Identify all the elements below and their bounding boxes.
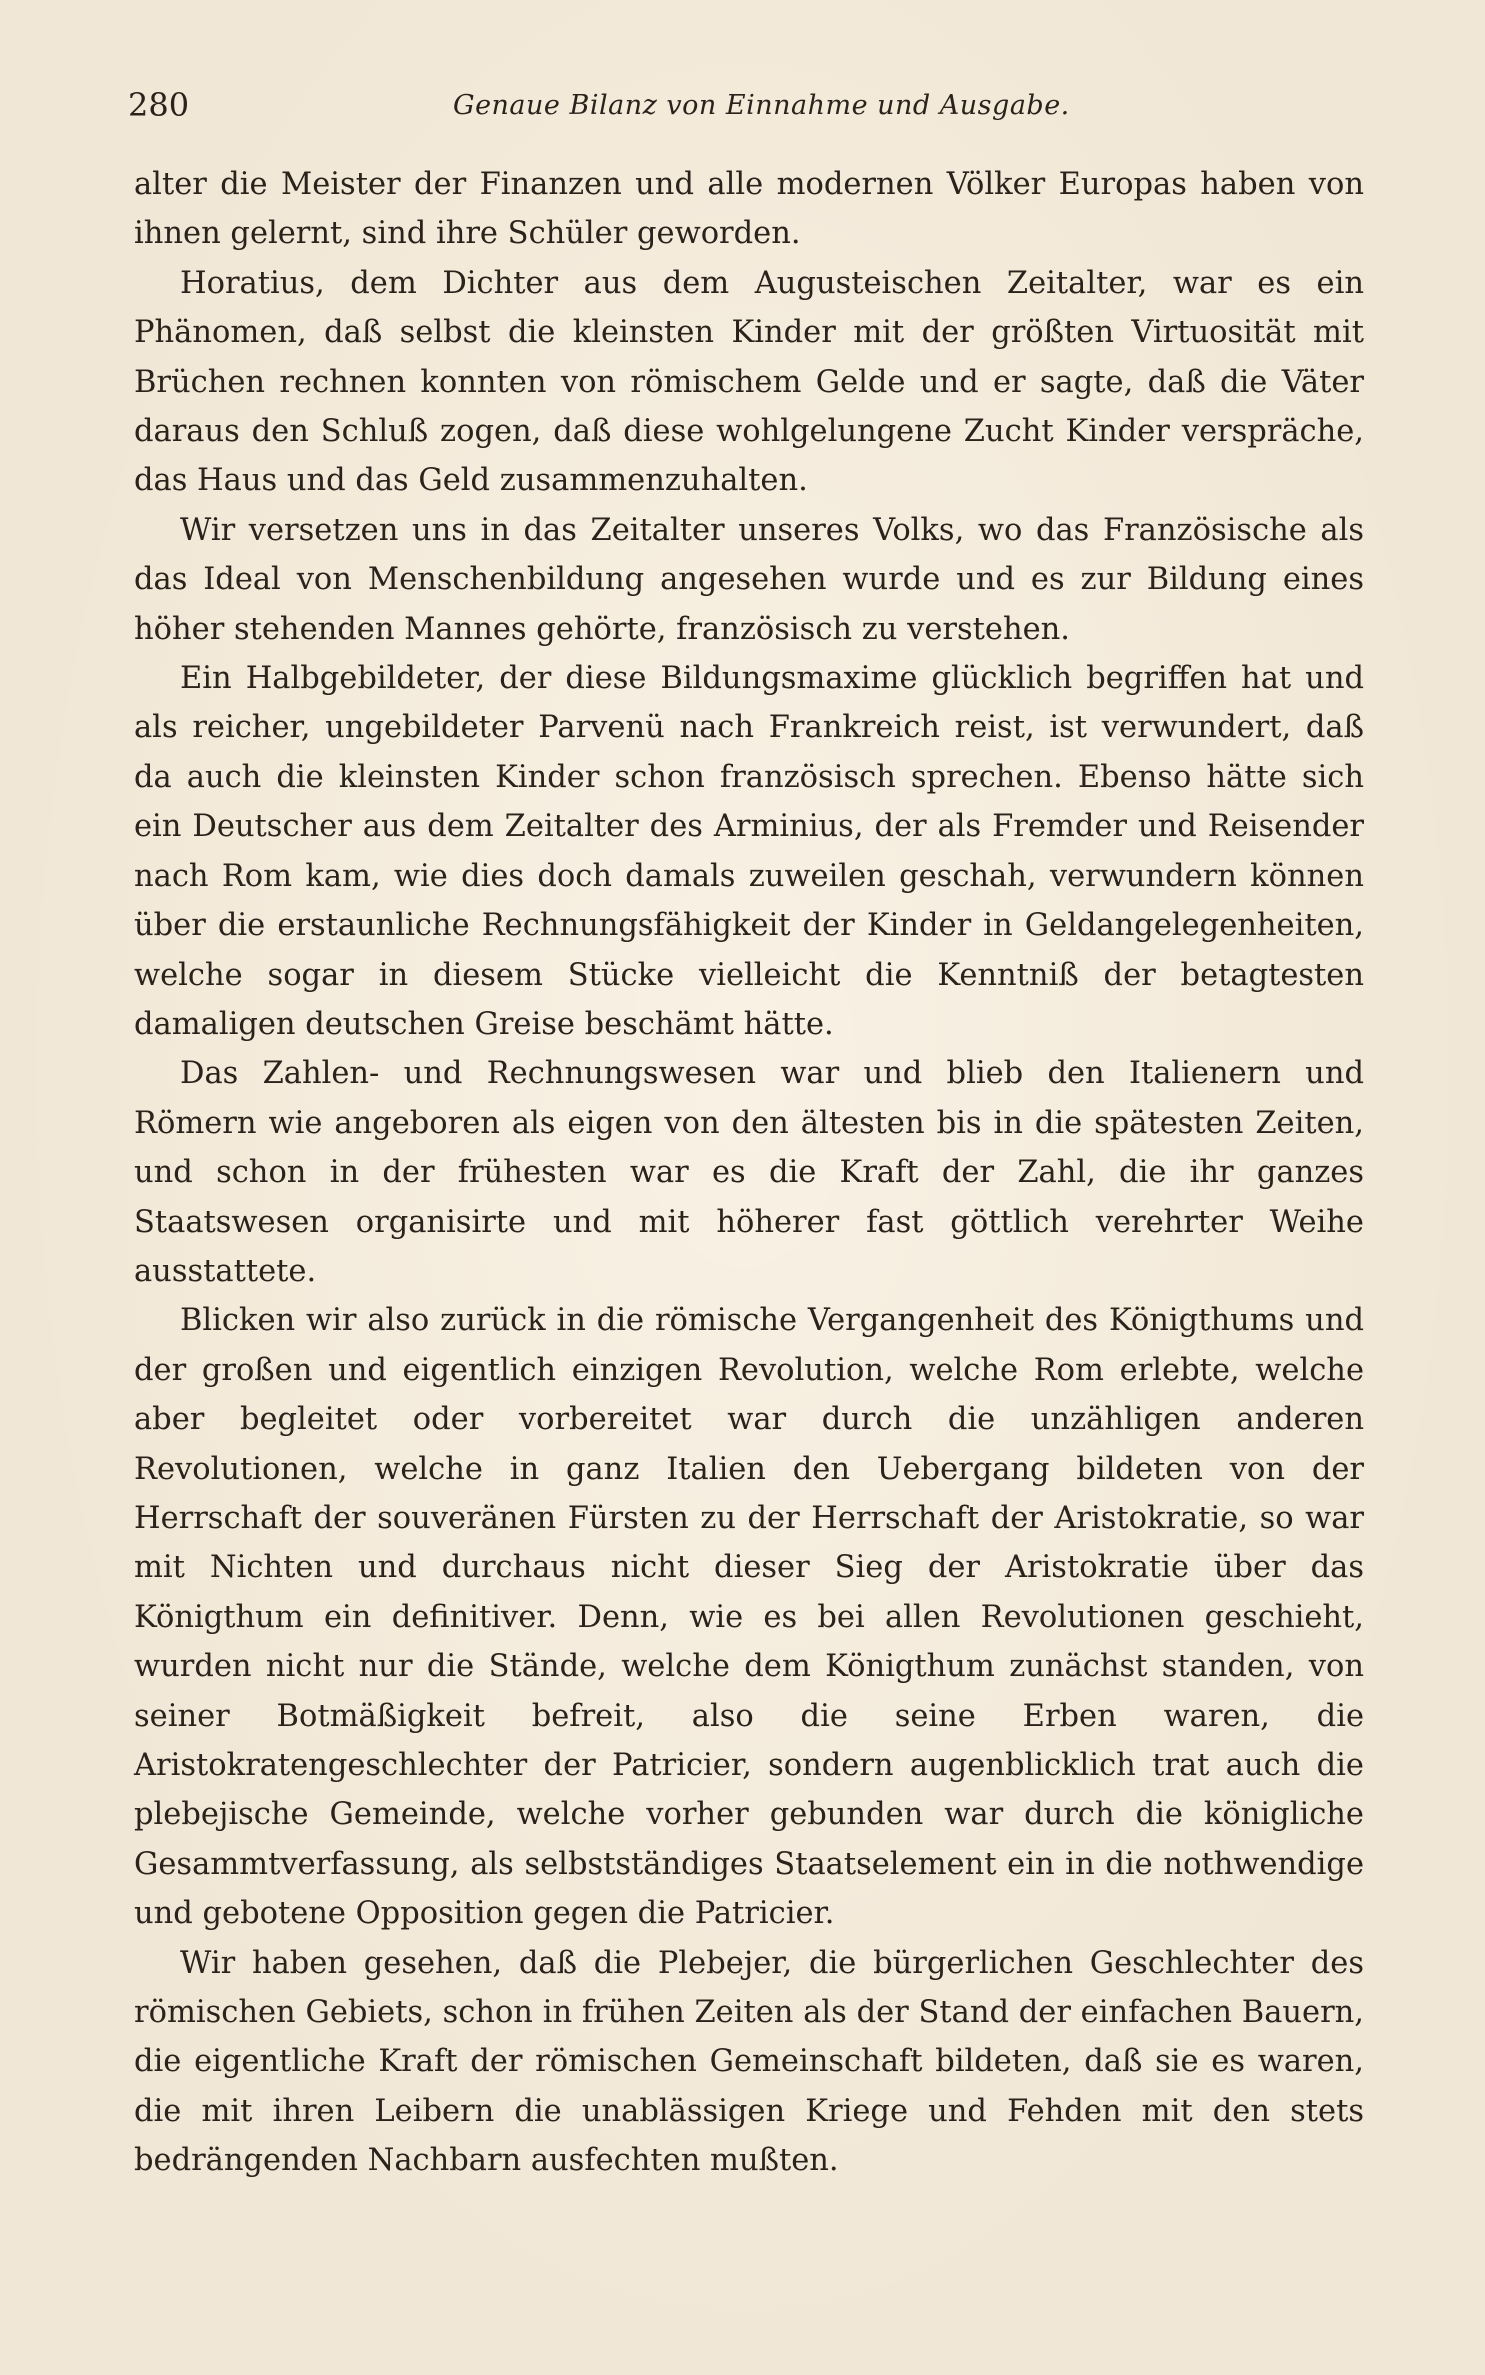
running-head: Genaue Bilanz von Einnahme und Ausgabe.	[453, 90, 1070, 121]
paragraph-rechnungswesen: Das Zahlen- und Rechnungswesen war und blieb den Italienern und Römern wie angeboren als eigen von den ältesten bis in die spätesten Zeiten, und schon in der frühesten war es die Kraft der Zahl, die ihr ganzes Staatswesen organisirte und mit höherer fast göttlich verehrter Weihe ausstattete.	[134, 1056, 1364, 1289]
paragraph-zeitalter: Wir versetzen uns in das Zeitalter unseres Volks, wo das Französische als das Ideal von Menschenbildung angesehen wurde und es zur Bildung eines höher stehenden Mannes gehörte, französisch zu verstehen.	[134, 512, 1364, 647]
paragraph-koenigthum: Blicken wir also zurück in die römische Vergangenheit des Königthums und der großen und eigentlich einzigen Revolution, welche Rom erlebte, welche aber begleitet oder vorbereitet war durch die unzähligen anderen Revolutionen, welche in ganz Italien den Uebergang bildeten von der Herrschaft der souveränen Fürsten zu der Herrschaft der Aristokratie, so war mit Nichten und durchaus nicht dieser Sieg der Aristokratie über das Königthum ein definitiver. Denn, wie es bei allen Revolutionen geschieht, wurden nicht nur die Stände, welche dem Königthum zunächst standen, von seiner Botmäßigkeit befreit, also die seine Erben waren, die Aristokratengeschlechter der Patricier, sondern augenblicklich trat auch die plebejische Gemeinde, welche vorher gebunden war durch die königliche Gesammtverfassung, als selbstständiges Staatselement ein in die nothwendige und gebotene Opposition gegen die Patricier.	[134, 1303, 1364, 1932]
paragraph-horatius: Horatius, dem Dichter aus dem Augusteischen Zeitalter, war es ein Phänomen, daß selbst die kleinsten Kinder mit der größten Virtuosität mit Brüchen rechnen konnten von römischem Gelde und er sagte, daß die Väter daraus den Schluß zogen, daß diese wohlgelungene Zucht Kinder verspräche, das Haus und das Geld zusammenzuhalten.	[134, 265, 1364, 499]
paragraph-plebejer: Wir haben gesehen, daß die Plebejer, die bürgerlichen Geschlechter des römischen Gebiets, schon in frühen Zeiten als der Stand der einfachen Bauern, die eigentliche Kraft der römischen Gemeinschaft bildeten, daß sie es waren, die mit ihren Leibern die unablässigen Kriege und Fehden mit den stets bedrängenden Nachbarn ausfechten mußten.	[134, 1945, 1364, 2179]
body-text	[134, 160, 1364, 2186]
paragraph-continuation: alter die Meister der Finanzen und alle modernen Völker Europas haben von ihnen gelernt, sind ihre Schüler geworden.	[134, 167, 1364, 252]
page-header	[128, 80, 1348, 130]
page-number: 280	[128, 86, 190, 124]
paragraph-halbgebildeter: Ein Halbgebildeter, der diese Bildungsmaxime glücklich begriffen hat und als reicher, ungebildeter Parvenü nach Frankreich reist, ist verwundert, daß da auch die kleinsten Kinder schon französisch sprechen. Ebenso hätte sich ein Deutscher aus dem Zeitalter des Arminius, der als Fremder und Reisender nach Rom kam, wie dies doch damals zuweilen geschah, verwundern können über die erstaunliche Rechnungsfähigkeit der Kinder in Geldangelegenheiten, welche sogar in diesem Stücke vielleicht die Kenntniß der betagtesten damaligen deutschen Greise beschämt hätte.	[134, 661, 1364, 1042]
